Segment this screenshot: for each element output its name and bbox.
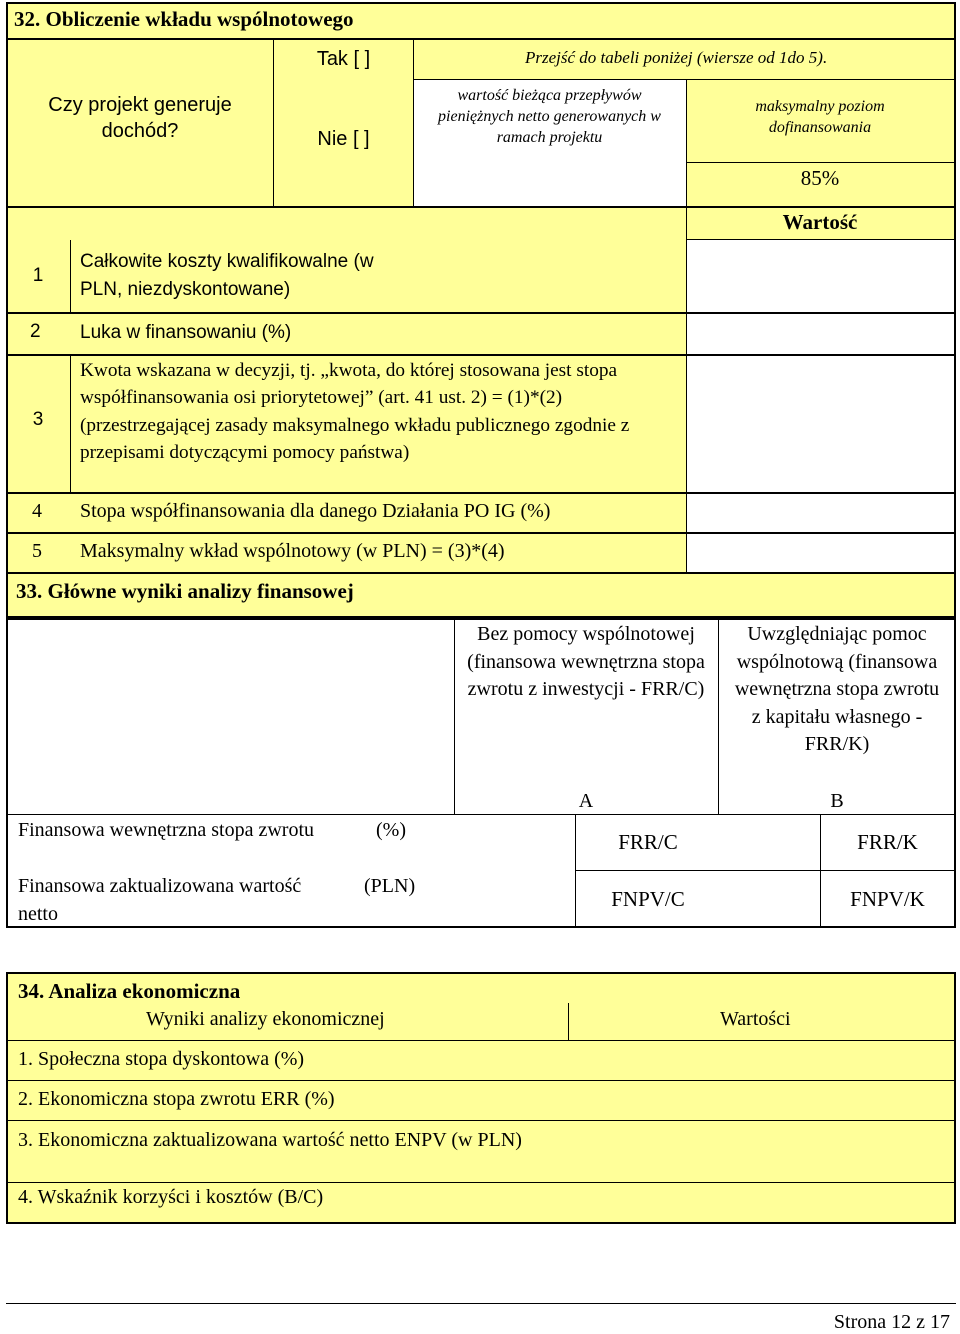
econ-row-3: 3. Ekonomiczna zaktualizowana wartość netto ENPV (w PLN) bbox=[18, 1129, 522, 1151]
row4-label: Stopa współfinansowania dla danego Działania PO IG (%) bbox=[80, 500, 551, 522]
row5-label: Maksymalny wkład wspólnotowy (w PLN) = (3)*(4) bbox=[80, 540, 505, 562]
section-32-title: 32. Obliczenie wkładu wspólnotowego bbox=[14, 7, 354, 31]
max-level-label: maksymalny poziom dofinansowania bbox=[755, 98, 885, 136]
cashflow-empty-cell bbox=[413, 162, 686, 206]
frr-label: Finansowa wewnętrzna stopa zwrotu bbox=[18, 819, 315, 841]
row3-num: 3 bbox=[32, 409, 44, 430]
cashflow-label: wartość bieżąca przepływów pieniężnych netto generowanych w ramach projektu bbox=[438, 87, 661, 146]
col-b-letter: B bbox=[830, 790, 844, 812]
fnpv-c-value: FNPV/C bbox=[611, 887, 685, 911]
econ-row-4: 4. Wskaźnik korzyści i kosztów (B/C) bbox=[18, 1186, 324, 1208]
row5-value-cell bbox=[686, 534, 954, 572]
pct-85: 85% bbox=[800, 166, 840, 190]
econ-header-left: Wyniki analizy ekonomicznej bbox=[146, 1008, 385, 1030]
frr-unit: (%) bbox=[376, 819, 406, 841]
row1-label: Całkowite koszty kwalifikowalne (w PLN, niezdyskontowane) bbox=[80, 251, 374, 300]
row1-value-cell bbox=[686, 240, 954, 312]
tak-checkbox[interactable]: Tak [ ] bbox=[316, 48, 371, 70]
row3-label: Kwota wskazana w decyzji, tj. „kwota, do której stosowana jest stopa współfinansowania osi priorytetowej” (art. 41 ust. 2) = (1)*(2) (przestrzegającej zasady maksymalnego wkładu publicznego zgodnie z przepisami dotyczącymi pomocy państwa) bbox=[80, 360, 630, 464]
col-b-header: Uwzględniając pomoc wspólnotową (finansowa wewnętrzna stopa zwrotu z kapitału własnego - FRR/K) bbox=[734, 623, 940, 756]
section-33-title: 33. Główne wyniki analizy finansowej bbox=[16, 579, 354, 603]
col-a-header: Bez pomocy wspólnotowej (finansowa wewnętrzna stopa zwrotu z inwestycji - FRR/C) bbox=[467, 623, 705, 701]
wartosc-header: Wartość bbox=[782, 210, 858, 234]
row4-value-cell bbox=[686, 494, 954, 532]
fnpv-label: Finansowa zaktualizowana wartość netto bbox=[18, 875, 302, 925]
row2-value-cell bbox=[686, 314, 954, 354]
row3-value-cell bbox=[686, 356, 954, 492]
row4-num: 4 bbox=[32, 500, 42, 522]
frr-c-value: FRR/C bbox=[618, 830, 678, 854]
row2-num: 2 bbox=[30, 321, 41, 342]
page-number: Strona 12 z 17 bbox=[833, 1311, 950, 1333]
income-question: Czy projekt generuje dochód? bbox=[48, 94, 232, 142]
col-a-letter: A bbox=[578, 790, 594, 812]
row1-num: 1 bbox=[32, 265, 44, 286]
econ-row-1: 1. Społeczna stopa dyskontowa (%) bbox=[18, 1048, 305, 1070]
frr-k-value: FRR/K bbox=[857, 830, 918, 854]
row5-num: 5 bbox=[32, 540, 42, 562]
econ-row-2: 2. Ekonomiczna stopa zwrotu ERR (%) bbox=[18, 1088, 335, 1110]
section-34-title: 34. Analiza ekonomiczna bbox=[18, 979, 241, 1003]
fnpv-k-value: FNPV/K bbox=[850, 887, 925, 911]
row2-label: Luka w finansowaniu (%) bbox=[80, 322, 292, 343]
nie-checkbox[interactable]: Nie [ ] bbox=[317, 128, 370, 150]
fnpv-unit: (PLN) bbox=[364, 875, 416, 897]
econ-header-right: Wartości bbox=[720, 1008, 791, 1030]
goto-instruction: Przejść do tabeli poniżej (wiersze od 1do 5). bbox=[525, 48, 828, 67]
